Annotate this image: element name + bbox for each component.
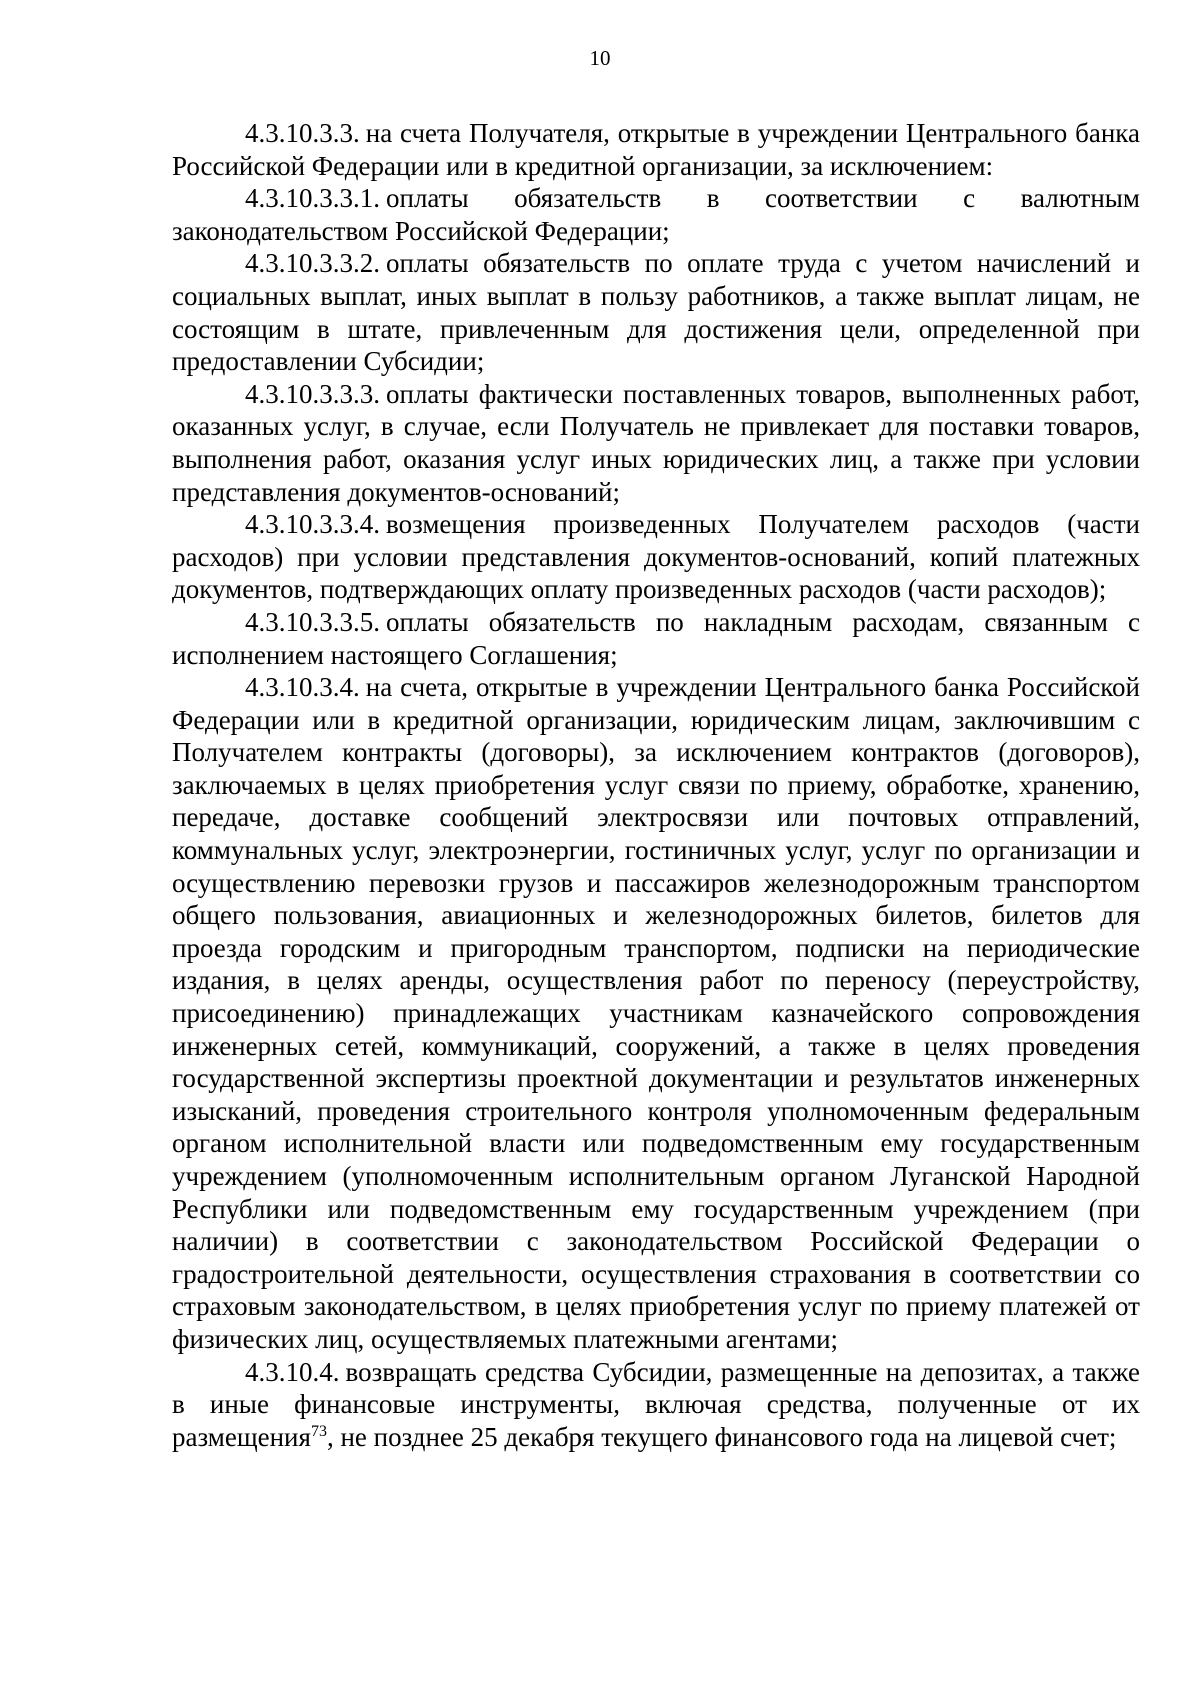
clause-number: 4.3.10.3.3.4. xyxy=(245,509,380,540)
clause-4-3-10-3-3-3 xyxy=(172,378,1140,508)
page-number: 10 xyxy=(589,46,611,70)
clause-number: 4.3.10.3.3.2. xyxy=(245,248,380,279)
clause-text: возвращать средства Субсидии, размещенные на депозитах, а также в иные финансовые инструменты, включая средства, полученные от их размещения xyxy=(172,1356,1140,1452)
clause-text: оплаты фактически поставленных товаров, выполненных работ, оказанных услуг, в случае, если Получатель не привлекает для поставки товаров, выполнения работ, оказания услуг иных юридических лиц, а также при условии представления документов-оснований; xyxy=(172,378,1140,507)
clause-4-3-10-3-3-4 xyxy=(172,508,1140,606)
clause-4-3-10-3-3-5 xyxy=(172,606,1140,671)
clause-number: 4.3.10.3.3.3. xyxy=(245,378,380,409)
clause-4-3-10-3-3-2 xyxy=(172,247,1140,377)
clause-number: 4.3.10.3.3.5. xyxy=(245,606,380,637)
clause-4-3-10-3-3 xyxy=(172,117,1140,182)
clause-number: 4.3.10.3.3. xyxy=(245,118,360,148)
clause-number: 4.3.10.3.3.1. xyxy=(245,183,380,214)
clause-number: 4.3.10.4. xyxy=(245,1356,340,1387)
clause-number: 4.3.10.3.4. xyxy=(245,672,360,703)
clause-4-3-10-3-3-1 xyxy=(172,182,1140,247)
clause-text: возмещения произведенных Получателем расходов (части расходов) при условии представления документов-оснований, копий платежных документов, подтверждающих оплату произведенных расходов (части расходов); xyxy=(172,509,1140,605)
clause-text: на счета, открытые в учреждении Центрального банка Российской Федерации или в кредитной организации, юридическим лицам, заключившим с Получателем контракты (договоры), за исключением контрактов (договоров), заключаемых в целях приобретения услуг связи по приему, обработке, хранению, передаче, доставке сообщений электросвязи или почтовых отправлений, коммунальных услуг, электроэнергии, гостиничных услуг, услуг по организации и осуществлению перевозки грузов и пассажиров железнодорожным транспортом общего пользования, авиационных и железнодорожных билетов, билетов для проезда городским и пригородным транспортом, подписки на периодические издания, в целях аренды, осуществления работ по переносу (переустройству, присоединению) принадлежащих участникам казначейского сопровождения инженерных сетей, коммуникаций, сооружений, а также в целях проведения государственной экспертизы проектной документации и результатов инженерных изысканий, проведения строительного контроля уполномоченным федеральным органом исполнительной власти или подведомственным ему государственным учреждением (уполномоченным исполнительным органом Луганской Народной Республики или подведомственным ему государственным учреждением (при наличии) в соответствии с законодательством Российской Федерации о градостроительной деятельности, осуществления страхования в соответствии со страховым законодательством, в целях приобретения услуг по приему платежей от физических лиц, осуществляемых платежными агентами; xyxy=(172,672,1140,1354)
clause-text: оплаты обязательств по накладным расходам, связанным с исполнением настоящего Соглашения; xyxy=(172,606,1140,670)
clause-text: оплаты обязательств по оплате труда с учетом начислений и социальных выплат, иных выплат в пользу работников, а также выплат лицам, не состоящим в штате, привлеченным для достижения цели, определенной при предоставлении Субсидии; xyxy=(172,248,1140,377)
clause-text: оплаты обязательств в соответствии с валютным законодательством Российской Федерации; xyxy=(172,183,1140,246)
clause-text: на счета Получателя, открытые в учреждении Центрального банка Российской Федерации или в кредитной организации, за исключением: xyxy=(172,118,1140,181)
clause-4-3-10-3-4 xyxy=(172,671,1140,1355)
clause-4-3-10-4 xyxy=(172,1356,1140,1454)
clause-text-continued: , не позднее 25 декабря текущего финансового года на лицевой счет; xyxy=(326,1421,1117,1452)
document-body xyxy=(172,117,1140,1453)
footnote-reference[interactable]: 73 xyxy=(310,1422,327,1440)
